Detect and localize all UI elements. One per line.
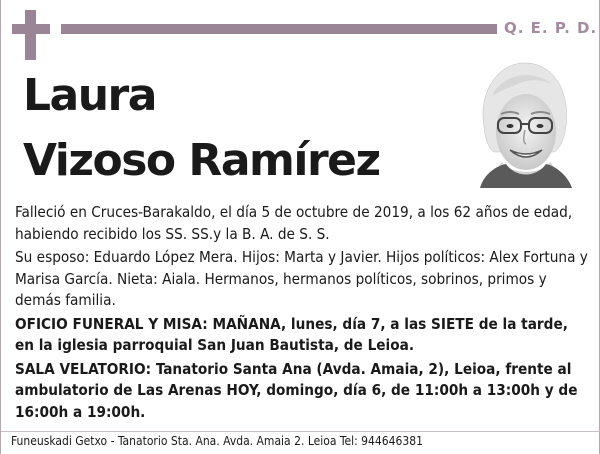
first-name: Laura (23, 70, 156, 121)
qepd-label: Q. E. P. D. (504, 19, 598, 37)
footer-divider (1, 431, 600, 432)
funeral-home-footer: Funeuskadi Getxo - Tanatorio Sta. Ana. Avda. Amaia 2. Leioa Tel: 944646381 (11, 434, 423, 448)
family-paragraph: Su esposo: Eduardo López Mera. Hijos: Marta y Javier. Hijos políticos: Alex Fortuna y Marisa García. Nieta: Aiala. Hermanos, hermanos políticos, sobrinos, primos y demás familia. (15, 248, 588, 309)
death-notice-paragraph: Falleció en Cruces-Barakaldo, el día 5 de octubre de 2019, a los 62 años de edad, habiendo recibido los SS. SS.y la B. A. de S. S. (15, 203, 573, 243)
wake-room-paragraph: SALA VELATORIO: Tanatorio Santa Ana (Avda. Amaia, 2), Leioa, frente al ambulatorio de Las Arenas HOY, domingo, día 6, de 11:00h a 13:00h y de 16:00h a 19:00h. (15, 359, 578, 421)
top-divider (61, 24, 497, 34)
portrait-photo (474, 56, 572, 188)
obituary-body (15, 202, 590, 425)
surnames: Vizoso Ramírez (23, 135, 380, 186)
funeral-mass-paragraph: OFICIO FUNERAL Y MISA: MAÑANA, lunes, día 7, a las SIETE de la tarde, en la iglesia parroquial San Juan Bautista, de Leioa. (15, 314, 568, 354)
cross-horizontal-bar (12, 24, 50, 34)
cross-vertical-bar (25, 10, 36, 60)
